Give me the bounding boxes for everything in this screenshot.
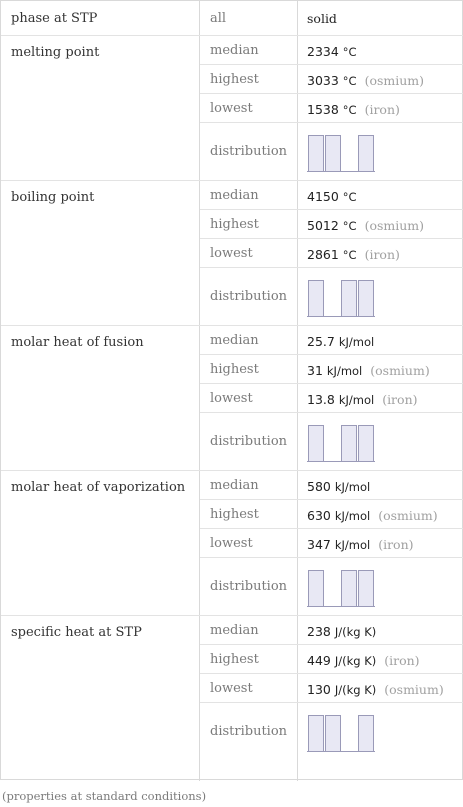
histogram-bar — [341, 280, 357, 317]
header-solid-label: solid — [307, 11, 337, 26]
element-note: (iron) — [364, 102, 400, 117]
stat-value — [307, 334, 374, 349]
stat-label: median — [210, 478, 259, 493]
value-unit: kJ/mol — [338, 393, 375, 407]
stat-value — [307, 682, 444, 697]
histogram-bar — [308, 570, 324, 607]
value-unit: J/(kg K) — [334, 625, 377, 639]
distribution-histogram — [307, 277, 375, 317]
distribution-label: distribution — [210, 289, 288, 304]
element-note: (osmium) — [364, 73, 425, 88]
value-number: 347 — [307, 537, 331, 552]
value-unit: kJ/mol — [338, 335, 375, 349]
stat-label: median — [210, 623, 259, 638]
histogram-bar — [308, 715, 324, 752]
stat-value — [307, 44, 357, 59]
element-note: (osmium) — [370, 363, 430, 378]
element-note: (iron) — [384, 653, 420, 668]
value-unit: kJ/mol — [334, 509, 371, 523]
stat-label: lowest — [210, 681, 253, 696]
row-divider — [200, 209, 463, 210]
histogram-bar — [358, 135, 374, 172]
distribution-histogram — [307, 132, 375, 172]
value-number: 1538 — [307, 102, 339, 117]
row-divider — [200, 383, 463, 384]
stat-value — [307, 218, 424, 233]
stat-value — [307, 508, 438, 523]
value-unit: °C — [342, 190, 357, 204]
distribution-label: distribution — [210, 434, 288, 449]
value-number: 4150 — [307, 189, 339, 204]
header-phase-label: phase at STP — [11, 11, 98, 26]
histogram-bar — [358, 280, 374, 317]
row-divider — [200, 644, 463, 645]
property-name: molar heat of fusion — [11, 335, 144, 350]
row-divider — [200, 412, 463, 413]
header-all-label: all — [210, 11, 227, 26]
stat-label: lowest — [210, 246, 253, 261]
row-divider — [200, 354, 463, 355]
stat-value — [307, 392, 418, 407]
stat-value — [307, 537, 414, 552]
value-unit: °C — [342, 74, 357, 88]
histogram-bar — [325, 135, 341, 172]
histogram-bar — [358, 425, 374, 462]
row-divider — [200, 499, 463, 500]
histogram-bar — [341, 570, 357, 607]
stat-value — [307, 247, 400, 262]
value-unit: °C — [342, 103, 357, 117]
row-divider — [200, 93, 463, 94]
value-number: 2861 — [307, 247, 339, 262]
value-unit: kJ/mol — [334, 480, 371, 494]
value-number: 5012 — [307, 218, 339, 233]
row-divider — [200, 267, 463, 268]
group-divider — [1, 325, 463, 326]
element-note: (iron) — [364, 247, 400, 262]
value-number: 2334 — [307, 44, 339, 59]
property-name: boiling point — [11, 190, 95, 205]
stat-label: lowest — [210, 101, 253, 116]
histogram-bar — [358, 715, 374, 752]
value-number: 3033 — [307, 73, 339, 88]
row-divider — [200, 238, 463, 239]
column-divider — [297, 1, 298, 781]
group-divider — [1, 470, 463, 471]
row-divider — [200, 64, 463, 65]
stat-label: lowest — [210, 391, 253, 406]
group-divider — [1, 180, 463, 181]
value-unit: J/(kg K) — [334, 683, 377, 697]
element-note: (osmium) — [378, 508, 438, 523]
row-divider — [200, 673, 463, 674]
stat-value — [307, 624, 376, 639]
value-number: 580 — [307, 479, 331, 494]
property-name: melting point — [11, 45, 100, 60]
row-divider — [200, 702, 463, 703]
distribution-histogram — [307, 567, 375, 607]
value-unit: kJ/mol — [326, 364, 363, 378]
value-unit: °C — [342, 248, 357, 262]
value-number: 31 — [307, 363, 323, 378]
distribution-label: distribution — [210, 579, 288, 594]
stat-value — [307, 189, 357, 204]
histogram-bar — [308, 280, 324, 317]
value-number: 238 — [307, 624, 331, 639]
stat-label: highest — [210, 72, 259, 87]
distribution-label: distribution — [210, 144, 288, 159]
stat-label: lowest — [210, 536, 253, 551]
value-number: 130 — [307, 682, 331, 697]
stat-label: median — [210, 188, 259, 203]
value-number: 25.7 — [307, 334, 335, 349]
stat-label: highest — [210, 507, 259, 522]
stat-value — [307, 102, 400, 117]
group-divider — [1, 615, 463, 616]
stat-label: highest — [210, 217, 259, 232]
histogram-bar — [325, 715, 341, 752]
stat-label: highest — [210, 362, 259, 377]
stat-value — [307, 479, 370, 494]
histogram-bar — [308, 135, 324, 172]
value-unit: °C — [342, 45, 357, 59]
stat-label: median — [210, 43, 259, 58]
stat-value — [307, 653, 420, 668]
property-name: specific heat at STP — [11, 625, 142, 640]
value-unit: J/(kg K) — [334, 654, 377, 668]
value-number: 449 — [307, 653, 331, 668]
group-divider — [1, 35, 463, 36]
value-number: 630 — [307, 508, 331, 523]
stat-value — [307, 73, 424, 88]
histogram-bar — [358, 570, 374, 607]
element-note: (osmium) — [384, 682, 444, 697]
histogram-bar — [341, 425, 357, 462]
value-unit: °C — [342, 219, 357, 233]
element-note: (iron) — [378, 537, 414, 552]
row-divider — [200, 122, 463, 123]
distribution-label: distribution — [210, 724, 288, 739]
distribution-histogram — [307, 712, 375, 752]
histogram-bar — [308, 425, 324, 462]
value-number: 13.8 — [307, 392, 335, 407]
property-name: molar heat of vaporization — [11, 480, 186, 495]
row-divider — [200, 528, 463, 529]
value-unit: kJ/mol — [334, 538, 371, 552]
row-divider — [200, 557, 463, 558]
stat-label: median — [210, 333, 259, 348]
footnote: (properties at standard conditions) — [2, 789, 207, 803]
element-note: (osmium) — [364, 218, 425, 233]
element-note: (iron) — [382, 392, 418, 407]
column-divider — [199, 1, 200, 781]
stat-value — [307, 363, 430, 378]
stat-label: highest — [210, 652, 259, 667]
distribution-histogram — [307, 422, 375, 462]
